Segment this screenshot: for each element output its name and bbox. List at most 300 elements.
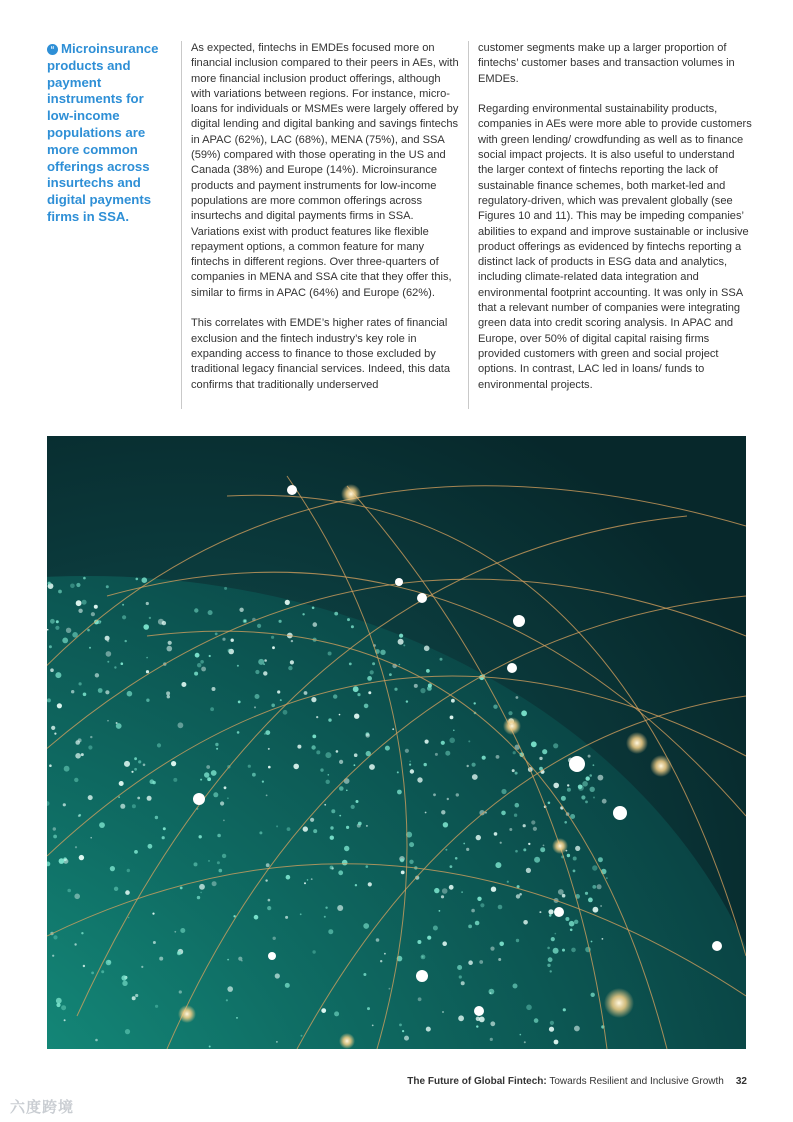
light-dot xyxy=(98,688,103,693)
light-dot xyxy=(468,960,473,965)
light-dot xyxy=(409,761,411,763)
light-dot xyxy=(268,748,270,750)
light-dot xyxy=(442,941,447,946)
light-dot xyxy=(366,733,370,737)
light-dot xyxy=(409,842,414,847)
light-dot xyxy=(385,746,390,751)
light-dot xyxy=(194,862,198,866)
light-dot xyxy=(539,911,541,913)
node xyxy=(513,615,525,627)
light-dot xyxy=(210,707,214,711)
light-dot xyxy=(490,1021,495,1026)
light-dot xyxy=(304,882,306,884)
node xyxy=(341,484,361,504)
light-dot xyxy=(499,942,504,947)
light-dot xyxy=(178,722,184,728)
light-dot xyxy=(254,915,259,920)
light-dot xyxy=(134,757,137,760)
light-dot xyxy=(180,887,183,890)
light-dot xyxy=(442,888,448,894)
light-dot xyxy=(194,608,198,612)
light-dot xyxy=(197,663,201,667)
node xyxy=(193,793,205,805)
light-dot xyxy=(574,920,578,924)
light-dot xyxy=(476,835,481,840)
light-dot xyxy=(107,661,109,663)
light-dot xyxy=(78,609,82,613)
light-dot xyxy=(405,749,409,753)
node xyxy=(507,663,517,673)
light-dot xyxy=(64,1019,66,1021)
light-dot xyxy=(554,1040,559,1045)
light-dot xyxy=(155,816,158,819)
light-dot xyxy=(354,714,359,719)
light-dot xyxy=(392,728,394,730)
light-dot xyxy=(372,1025,374,1027)
light-dot xyxy=(87,629,90,632)
node xyxy=(178,1005,196,1023)
light-dot xyxy=(79,855,84,860)
light-dot xyxy=(312,735,316,739)
light-dot xyxy=(517,885,520,888)
node xyxy=(613,806,627,820)
light-dot xyxy=(275,973,280,978)
light-dot xyxy=(521,710,527,716)
light-dot xyxy=(148,844,153,849)
light-dot xyxy=(326,780,330,784)
light-dot xyxy=(312,607,315,610)
light-dot xyxy=(463,843,465,845)
light-dot xyxy=(146,657,148,659)
light-dot xyxy=(548,909,553,914)
node xyxy=(712,941,722,951)
light-dot xyxy=(223,820,225,822)
light-dot xyxy=(267,906,271,910)
node xyxy=(395,578,403,586)
light-dot xyxy=(291,640,293,642)
light-dot xyxy=(531,741,537,747)
light-dot xyxy=(520,1034,522,1036)
light-dot xyxy=(476,1025,478,1027)
light-dot xyxy=(468,740,470,742)
light-dot xyxy=(598,857,603,862)
light-dot xyxy=(177,951,181,955)
light-dot xyxy=(55,626,59,630)
light-dot xyxy=(67,889,71,893)
light-dot xyxy=(534,857,540,863)
light-dot xyxy=(47,698,51,702)
light-dot xyxy=(523,920,528,925)
light-dot xyxy=(268,899,271,902)
light-dot xyxy=(209,655,211,657)
light-dot xyxy=(241,960,243,962)
light-dot xyxy=(344,778,350,784)
light-dot xyxy=(273,937,276,940)
light-dot xyxy=(90,837,92,839)
light-dot xyxy=(53,935,57,939)
light-dot xyxy=(125,890,130,895)
light-dot xyxy=(512,769,515,772)
light-dot xyxy=(330,826,333,829)
light-dot xyxy=(265,730,270,735)
light-dot xyxy=(479,960,483,964)
light-dot xyxy=(591,993,595,997)
light-dot xyxy=(376,938,380,942)
light-dot xyxy=(427,936,431,940)
light-dot xyxy=(593,764,595,766)
light-dot xyxy=(303,826,308,831)
light-dot xyxy=(567,854,570,857)
light-dot xyxy=(513,751,516,754)
light-dot xyxy=(255,670,259,674)
light-dot xyxy=(134,768,137,771)
light-dot xyxy=(602,938,604,940)
light-dot xyxy=(482,756,486,760)
paragraph: customer segments make up a larger proportion of fintechs’ customer bases and transaction volumes in EMDEs. xyxy=(478,42,735,85)
light-dot xyxy=(339,714,341,716)
light-dot xyxy=(549,1027,554,1032)
light-dot xyxy=(475,921,480,926)
light-dot xyxy=(122,615,126,619)
light-dot xyxy=(255,694,260,699)
light-dot xyxy=(590,787,595,792)
light-dot xyxy=(441,810,445,814)
light-dot xyxy=(293,764,299,770)
light-dot xyxy=(351,625,354,628)
light-dot xyxy=(498,905,503,910)
light-dot xyxy=(166,691,170,695)
light-dot xyxy=(276,825,278,827)
light-dot xyxy=(455,857,458,860)
light-dot xyxy=(490,1038,493,1041)
light-dot xyxy=(606,877,608,879)
light-dot xyxy=(121,662,124,665)
light-dot xyxy=(51,726,55,730)
light-dot xyxy=(354,764,356,766)
light-dot xyxy=(179,990,182,993)
light-dot xyxy=(88,745,92,749)
light-dot xyxy=(171,761,176,766)
light-dot xyxy=(78,815,80,817)
light-dot xyxy=(137,797,140,800)
light-dot xyxy=(119,781,124,786)
page-footer xyxy=(407,1076,747,1087)
light-dot xyxy=(254,706,256,708)
light-dot xyxy=(338,870,343,875)
light-dot xyxy=(48,582,51,585)
light-dot xyxy=(328,774,330,776)
body-column-right xyxy=(468,41,753,409)
light-dot xyxy=(433,793,436,796)
light-dot xyxy=(526,1005,532,1011)
light-dot xyxy=(74,943,76,945)
light-dot xyxy=(220,801,224,805)
light-dot xyxy=(311,878,313,880)
light-dot xyxy=(167,646,173,652)
light-dot xyxy=(547,964,550,967)
light-dot xyxy=(351,805,355,809)
light-dot xyxy=(50,668,54,672)
light-dot xyxy=(424,763,427,766)
light-dot xyxy=(461,891,463,893)
light-dot xyxy=(78,738,82,742)
light-dot xyxy=(336,750,339,753)
light-dot xyxy=(334,1011,339,1016)
light-dot xyxy=(515,850,518,853)
light-dot xyxy=(523,824,526,827)
light-dot xyxy=(426,1027,431,1032)
light-dot xyxy=(468,925,472,929)
light-dot xyxy=(561,796,566,801)
light-dot xyxy=(339,786,344,791)
node xyxy=(268,952,276,960)
light-dot xyxy=(50,619,55,624)
light-dot xyxy=(491,887,496,892)
light-dot xyxy=(83,965,85,967)
light-dot xyxy=(237,731,240,734)
light-dot xyxy=(180,928,185,933)
light-dot xyxy=(331,809,335,813)
light-dot xyxy=(152,781,155,784)
light-dot xyxy=(334,612,338,616)
light-dot xyxy=(367,676,372,681)
light-dot xyxy=(516,696,519,699)
light-dot xyxy=(528,843,530,845)
light-dot xyxy=(550,970,552,972)
light-dot xyxy=(509,828,512,831)
light-dot xyxy=(239,608,243,612)
light-dot xyxy=(424,646,430,652)
light-dot xyxy=(548,802,551,805)
light-dot xyxy=(285,916,288,919)
light-dot xyxy=(91,972,94,975)
light-dot xyxy=(81,753,84,756)
light-dot xyxy=(219,869,223,873)
light-dot xyxy=(553,783,559,789)
light-dot xyxy=(325,752,331,758)
light-dot xyxy=(142,577,148,583)
light-dot xyxy=(228,649,231,652)
light-dot xyxy=(83,693,87,697)
light-dot xyxy=(342,860,348,866)
light-dot xyxy=(55,672,61,678)
light-dot xyxy=(208,860,210,862)
node xyxy=(339,1033,355,1049)
light-dot xyxy=(549,914,552,917)
light-dot xyxy=(71,690,74,693)
light-dot xyxy=(364,704,369,709)
light-dot xyxy=(290,660,294,664)
light-dot xyxy=(227,959,229,961)
light-dot xyxy=(346,826,349,829)
light-dot xyxy=(236,1017,238,1019)
light-dot xyxy=(279,620,282,623)
light-dot xyxy=(76,600,82,606)
light-dot xyxy=(466,848,469,851)
light-dot xyxy=(53,827,56,830)
light-dot xyxy=(553,743,558,748)
light-dot xyxy=(398,639,404,645)
light-dot xyxy=(266,795,268,797)
light-dot xyxy=(490,947,494,951)
light-dot xyxy=(542,749,547,754)
light-dot xyxy=(61,1005,66,1010)
light-dot xyxy=(567,784,569,786)
light-dot xyxy=(449,885,454,890)
light-dot xyxy=(526,868,531,873)
light-dot xyxy=(602,799,607,804)
light-dot xyxy=(131,771,133,773)
light-dot xyxy=(445,751,450,756)
light-dot xyxy=(200,660,204,664)
light-dot xyxy=(264,659,267,662)
light-dot xyxy=(271,636,274,639)
light-dot xyxy=(312,950,315,953)
light-dot xyxy=(569,921,575,927)
light-dot xyxy=(138,760,141,763)
light-dot xyxy=(585,892,588,895)
light-dot xyxy=(127,869,130,872)
light-dot xyxy=(237,665,239,667)
light-dot xyxy=(514,814,517,817)
light-dot xyxy=(461,981,465,985)
light-dot xyxy=(116,722,118,724)
light-dot xyxy=(316,750,320,754)
light-dot xyxy=(337,905,343,911)
light-dot xyxy=(447,798,449,800)
light-dot xyxy=(565,917,569,921)
light-dot xyxy=(496,755,500,759)
light-dot xyxy=(578,785,583,790)
paragraph: This correlates with EMDE’s higher rates of financial exclusion and the fintech industry’s key role in expanding access to finance to those excluded by traditional legacy financial services. Indeed, this data confirms that traditionally underserved xyxy=(191,317,451,391)
light-dot xyxy=(135,994,138,997)
light-dot xyxy=(88,795,93,800)
light-dot xyxy=(564,821,567,824)
light-dot xyxy=(439,910,441,912)
light-dot xyxy=(70,584,75,589)
light-dot xyxy=(339,815,341,817)
light-dot xyxy=(353,686,359,692)
light-dot xyxy=(95,673,99,677)
light-dot xyxy=(425,740,429,744)
light-dot xyxy=(224,786,227,789)
light-dot xyxy=(276,1041,278,1043)
light-dot xyxy=(307,879,309,881)
light-dot xyxy=(399,634,403,638)
light-dot xyxy=(149,617,151,619)
globe-network-illustration xyxy=(47,436,746,1049)
light-dot xyxy=(553,948,559,954)
light-dot xyxy=(83,577,86,580)
light-dot xyxy=(493,705,497,709)
watermark-text: 六度跨境 xyxy=(10,1099,75,1116)
light-dot xyxy=(125,1029,130,1034)
light-dot xyxy=(128,917,130,919)
light-dot xyxy=(450,865,453,868)
light-dot xyxy=(82,600,87,605)
light-dot xyxy=(357,693,360,696)
light-dot xyxy=(286,875,291,880)
light-dot xyxy=(174,931,176,933)
light-dot xyxy=(401,871,405,875)
light-dot xyxy=(147,796,152,801)
light-dot xyxy=(592,865,597,870)
light-dot xyxy=(389,988,391,990)
light-dot xyxy=(200,892,202,894)
light-dot xyxy=(122,604,124,606)
light-dot xyxy=(146,670,149,673)
light-dot xyxy=(366,865,369,868)
light-dot xyxy=(458,1015,464,1021)
light-dot xyxy=(451,699,455,703)
light-dot xyxy=(227,797,229,799)
light-dot xyxy=(500,842,502,844)
light-dot xyxy=(64,766,70,772)
light-dot xyxy=(480,903,484,907)
light-dot xyxy=(49,764,52,767)
light-dot xyxy=(152,913,154,915)
light-dot xyxy=(562,894,566,898)
light-dot xyxy=(199,835,202,838)
light-dot xyxy=(507,881,509,883)
light-dot xyxy=(222,854,226,858)
light-dot xyxy=(435,753,438,756)
pull-quote-text: Microinsurance products and payment instruments for low-income populations are more common offerings across insurtechs and digital payments firms in SSA. xyxy=(47,41,159,224)
light-dot xyxy=(168,641,172,645)
light-dot xyxy=(79,682,82,685)
light-dot xyxy=(372,662,375,665)
light-dot xyxy=(597,884,602,889)
light-dot xyxy=(271,704,275,708)
light-dot xyxy=(107,720,109,722)
light-dot xyxy=(106,651,112,657)
light-dot xyxy=(571,948,576,953)
light-dot xyxy=(399,1024,402,1027)
light-dot xyxy=(324,804,326,806)
page-number: 32 xyxy=(735,1076,747,1087)
light-dot xyxy=(433,926,438,931)
light-dot xyxy=(287,827,291,831)
light-dot xyxy=(515,772,518,775)
light-dot xyxy=(146,602,149,605)
light-dot xyxy=(445,849,447,851)
light-dot xyxy=(213,792,218,797)
light-dot xyxy=(472,763,476,767)
light-dot xyxy=(320,768,323,771)
light-dot xyxy=(316,716,318,718)
light-dot xyxy=(380,650,385,655)
light-dot xyxy=(589,774,592,777)
light-dot xyxy=(58,590,62,594)
light-dot xyxy=(417,940,421,944)
light-dot xyxy=(215,633,218,636)
light-dot xyxy=(167,695,170,698)
light-dot xyxy=(562,949,565,952)
footer-title-bold: The Future of Global Fintech: xyxy=(407,1076,547,1087)
light-dot xyxy=(399,664,401,666)
light-dot xyxy=(94,605,98,609)
light-dot xyxy=(346,790,348,792)
light-dot xyxy=(106,960,112,966)
light-dot xyxy=(402,1030,404,1032)
light-dot xyxy=(206,765,210,769)
light-dot xyxy=(212,881,217,886)
light-dot xyxy=(313,622,318,627)
light-dot xyxy=(540,847,545,852)
light-dot xyxy=(211,770,217,776)
light-dot xyxy=(513,984,518,989)
light-dot xyxy=(457,965,462,970)
